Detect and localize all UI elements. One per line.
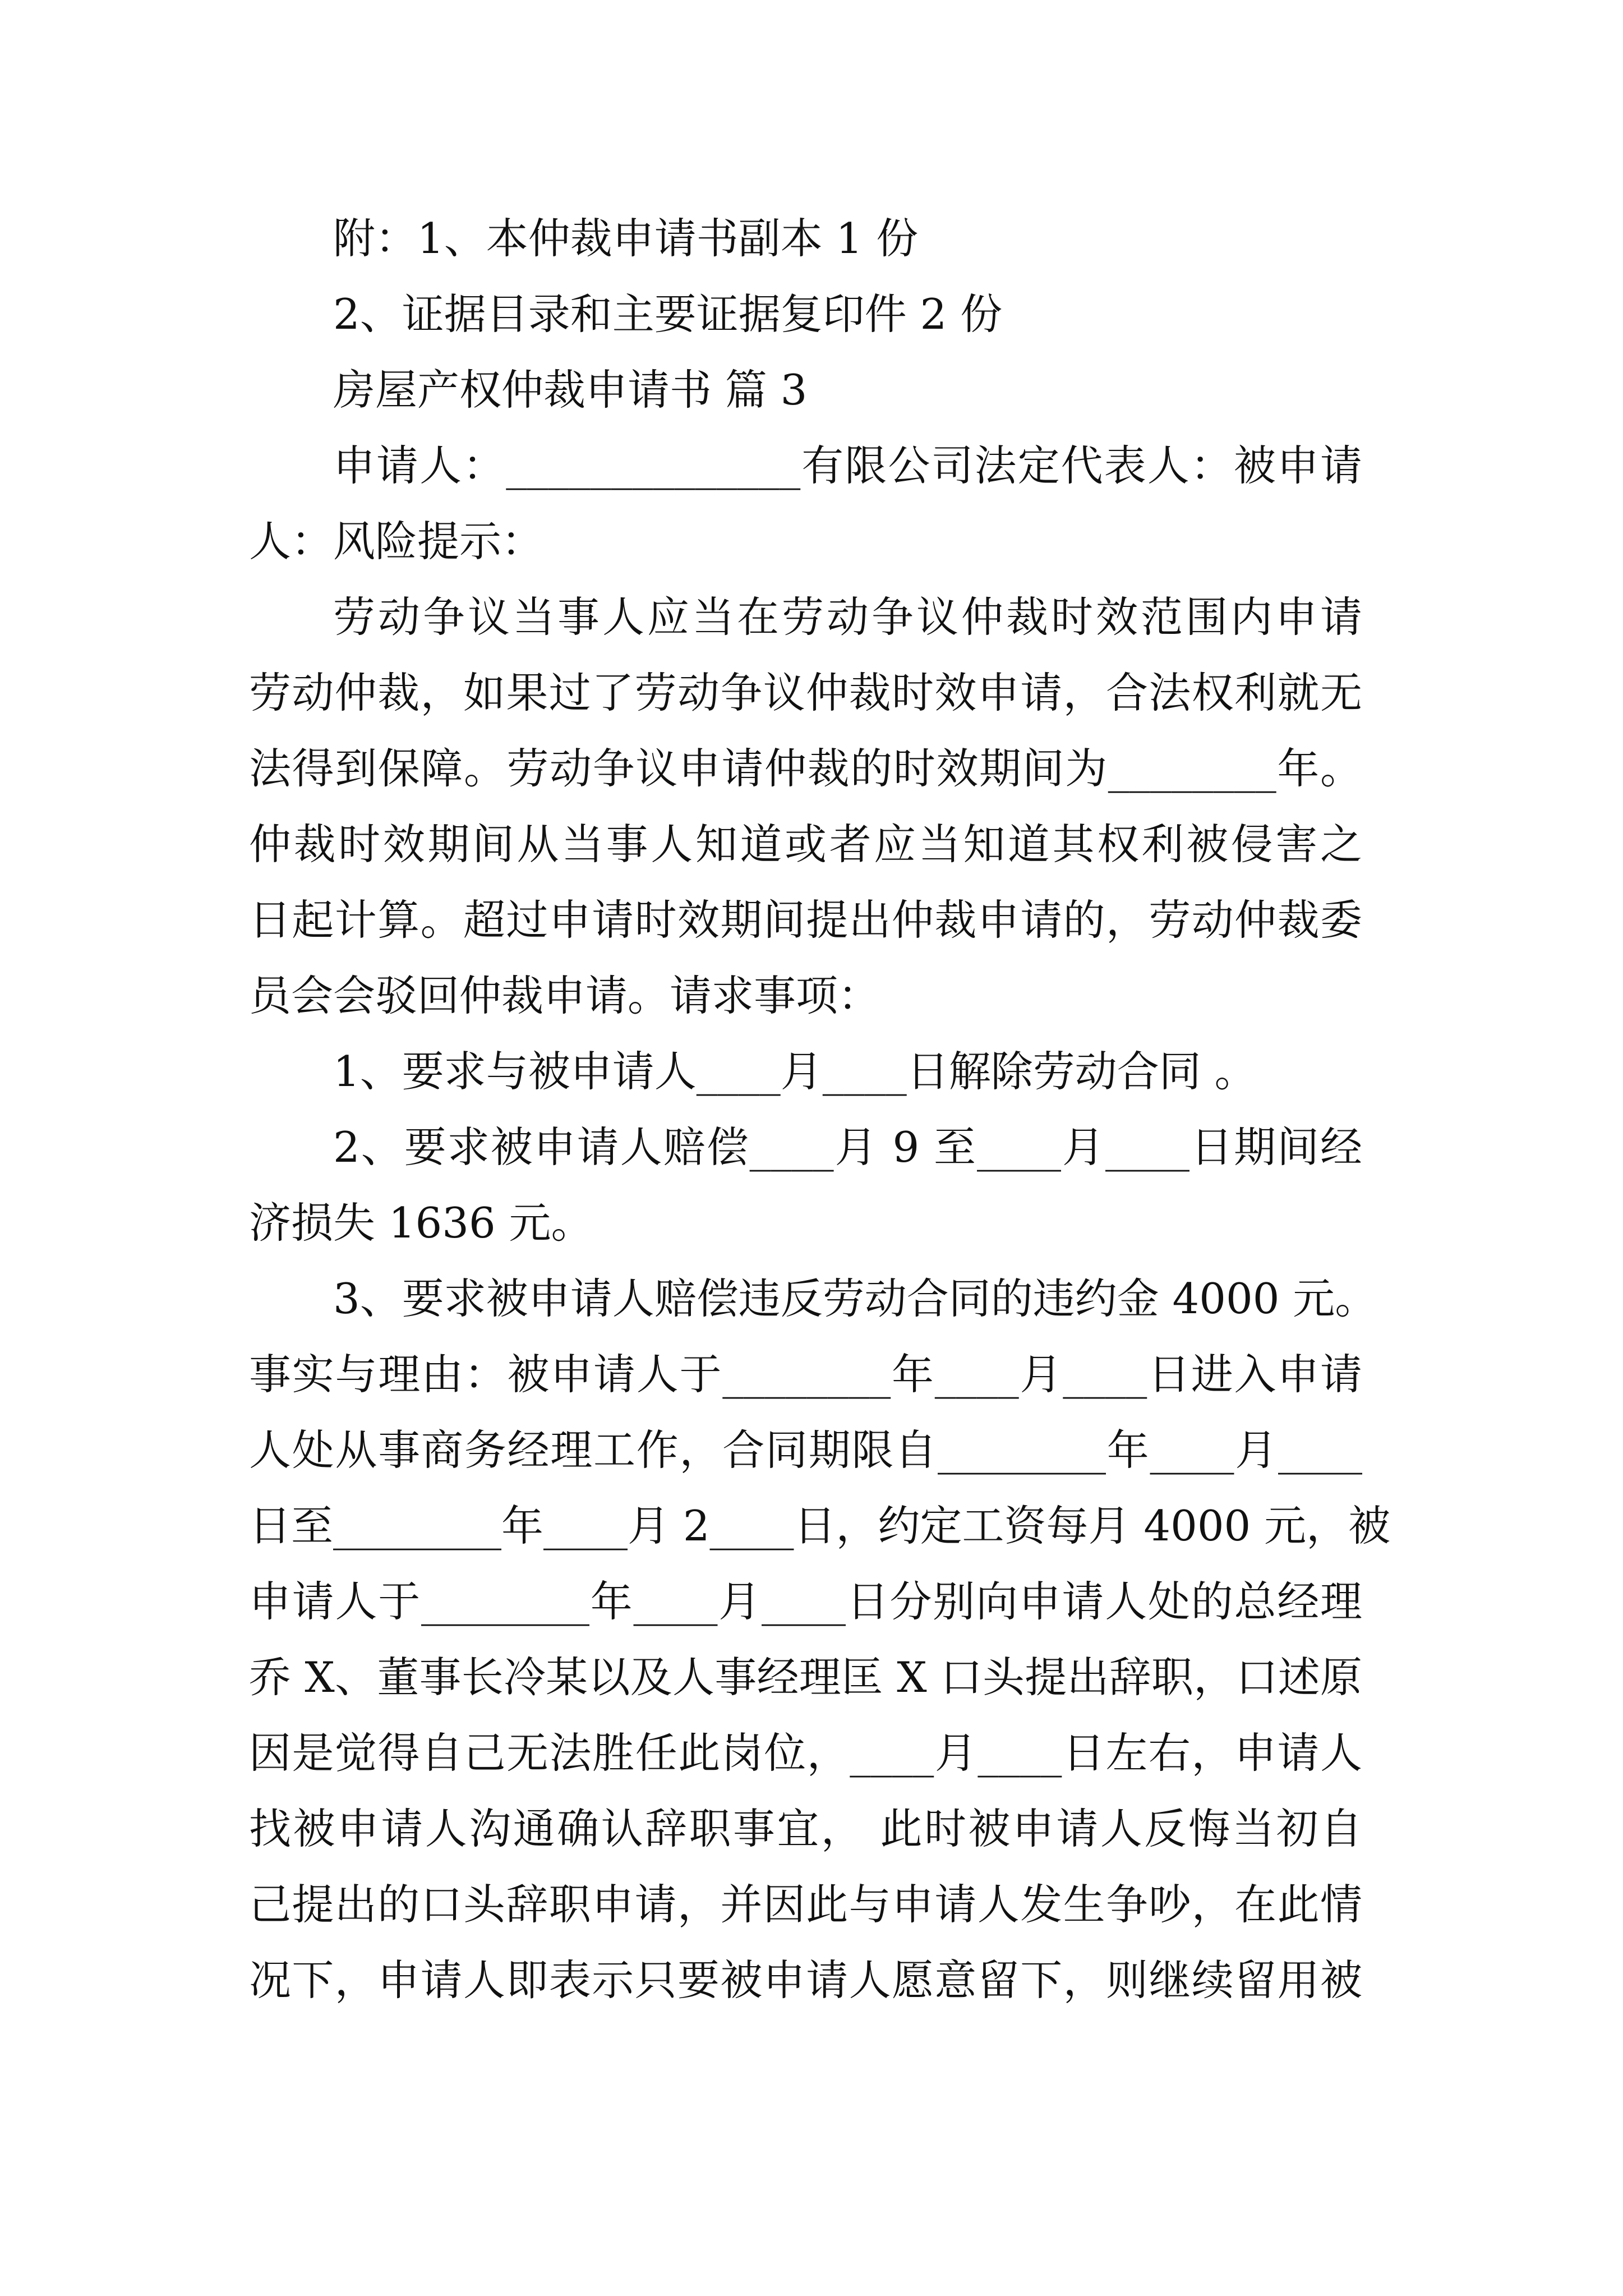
text-line: 申请人：______________有限公司法定代表人：被申请	[333, 441, 1362, 490]
text-line: 日至________年____月 2____日，约定工资每月 4000 元，被	[249, 1501, 1391, 1550]
text-line: 乔 X、董事长冷某以及人事经理匡 X 口头提出辞职，口述原	[249, 1653, 1362, 1702]
text-line: 劳动争议当事人应当在劳动争议仲裁时效范围内申请	[333, 592, 1362, 642]
claim-item-2	[249, 1110, 1362, 1261]
text-line: 3、要求被申请人赔偿违反劳动合同的违约金 4000 元。	[333, 1274, 1377, 1323]
section-heading	[249, 352, 1362, 428]
text-line: 法得到保障。劳动争议申请仲裁的时效期间为________年。	[249, 744, 1362, 793]
text-line: 仲裁时效期间从当事人知道或者应当知道其权利被侵害之	[249, 820, 1362, 869]
section-title: 房屋产权仲裁申请书 篇 3	[333, 365, 808, 415]
text-line: 况下，申请人即表示只要被申请人愿意留下，则继续留用被	[249, 1955, 1362, 2005]
text-line: 2、证据目录和主要证据复印件 2 份	[333, 289, 1003, 339]
text-line: 因是觉得自己无法胜任此岗位，____月____日左右，申请人	[249, 1728, 1362, 1778]
text-line: 人：风险提示：	[249, 517, 544, 566]
text-line: 附：1、本仲裁申请书副本 1 份	[333, 214, 919, 263]
claim-item-3-and-facts	[249, 1261, 1391, 2018]
risk-notice-paragraph	[249, 579, 1362, 1034]
attachment-item-2	[249, 277, 1362, 352]
claim-item-1	[249, 1034, 1362, 1110]
text-line: 劳动仲裁，如果过了劳动争议仲裁时效申请，合法权利就无	[249, 668, 1362, 717]
parties-paragraph	[249, 428, 1362, 579]
text-line: 日起计算。超过申请时效期间提出仲裁申请的，劳动仲裁委	[249, 895, 1362, 945]
text-line: 找被申请人沟通确认辞职事宜， 此时被申请人反悔当初自	[249, 1804, 1362, 1853]
text-line: 2、要求被申请人赔偿____月 9 至____月____日期间经	[333, 1122, 1362, 1172]
text-line: 济损失 1636 元。	[249, 1198, 593, 1248]
text-line: 人处从事商务经理工作，合同期限自________年____月____	[249, 1425, 1362, 1475]
text-line: 己提出的口头辞职申请，并因此与申请人发生争吵，在此情	[249, 1880, 1362, 1929]
text-line: 申请人于________年____月____日分别向申请人处的总经理	[249, 1577, 1362, 1626]
attachment-item-1	[249, 201, 1362, 277]
text-line: 1、要求与被申请人____月____日解除劳动合同 。	[333, 1047, 1257, 1096]
document-body	[249, 201, 1391, 2018]
text-line: 员会会驳回仲裁申请。请求事项：	[249, 971, 880, 1020]
text-line: 事实与理由：被申请人于________年____月____日进入申请	[249, 1350, 1362, 1399]
